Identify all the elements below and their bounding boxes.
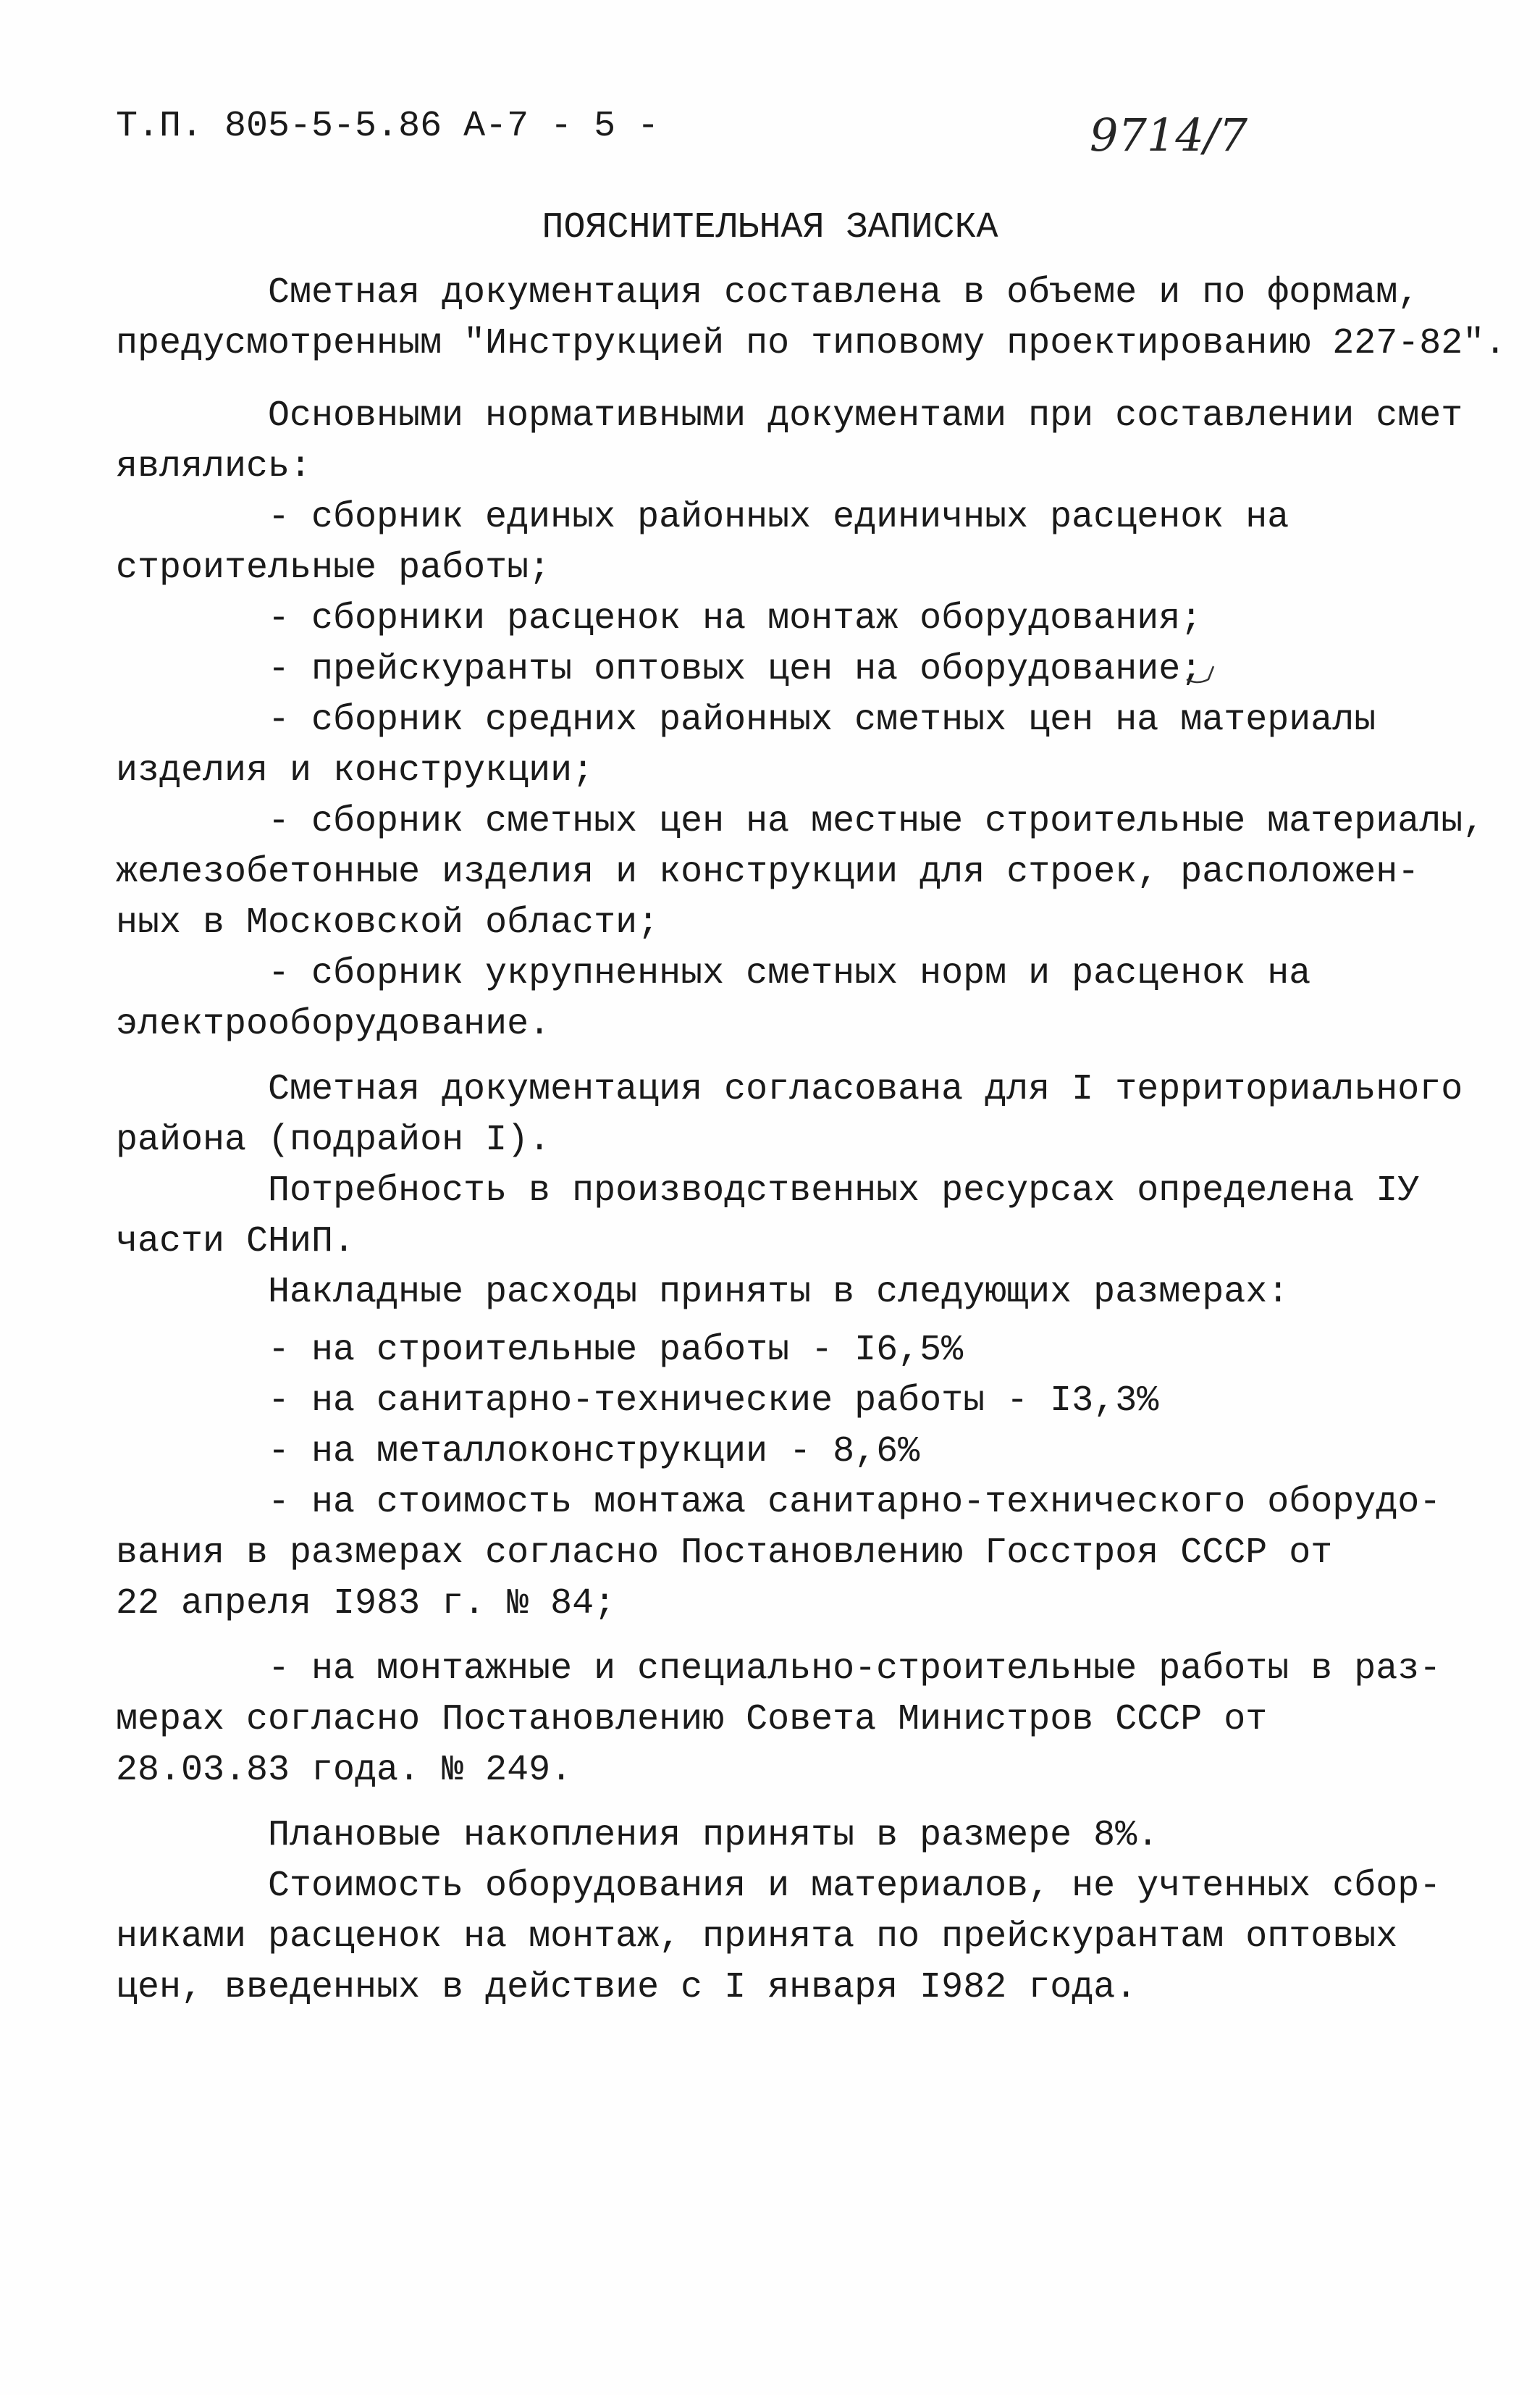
text-line: 22 апреля I983 г. № 84;	[116, 1583, 616, 1624]
list-item: - прейскуранты оптовых цен на оборудование;	[268, 649, 1203, 690]
text-line: части СНиП.	[116, 1221, 355, 1262]
text-line: 28.03.83 года. № 249.	[116, 1750, 573, 1791]
list-item: - сборник единых районных единичных расценок на	[268, 497, 1289, 538]
text-line: являлись:	[116, 446, 312, 487]
list-item: - сборник средних районных сметных цен на материалы	[268, 700, 1376, 741]
list-item: - на стоимость монтажа санитарно-технического оборудо-	[268, 1482, 1442, 1523]
text-line: вания в размерах согласно Постановлению Госстроя СССР от	[116, 1532, 1333, 1574]
text-line: Стоимость оборудования и материалов, не учтенных сбор-	[268, 1866, 1442, 1907]
text-line: Сметная документация согласована для I территориального	[268, 1069, 1463, 1110]
list-item: - сборники расценок на монтаж оборудования;	[268, 598, 1203, 639]
page-title: ПОЯСНИТЕЛЬНАЯ ЗАПИСКА	[542, 207, 998, 248]
handwritten-number: 9714/7	[1090, 109, 1248, 162]
text-line: ных в Московской области;	[116, 902, 660, 944]
list-item: - сборник сметных цен на местные строительные материалы,	[268, 801, 1485, 842]
list-item: - на монтажные и специально-строительные работы в раз-	[268, 1648, 1442, 1690]
text-line: строительные работы;	[116, 548, 551, 589]
text-line: Плановые накопления приняты в размере 8%.	[268, 1815, 1159, 1856]
text-line: Потребность в производственных ресурсах определена IУ	[268, 1170, 1420, 1212]
list-item: - на металлоконструкции - 8,6%	[268, 1431, 920, 1472]
text-line: никами расценок на монтаж, принята по прейскурантам оптовых	[116, 1916, 1398, 1958]
list-item: - на санитарно-технические работы - I3,3%	[268, 1380, 1159, 1422]
list-item: - на строительные работы - I6,5%	[268, 1330, 964, 1371]
text-line: железобетонные изделия и конструкции для строек, расположен-	[116, 852, 1420, 893]
text-line: предусмотренным "Инструкцией по типовому проектированию 227-82".	[116, 323, 1507, 364]
pen-mark-icon	[1183, 658, 1219, 687]
text-line: Основными нормативными документами при составлении смет	[268, 395, 1463, 437]
text-line: района (подрайон I).	[116, 1120, 551, 1161]
list-item: - сборник укрупненных сметных норм и расценок на	[268, 953, 1311, 994]
text-line: Сметная документация составлена в объеме и по формам,	[268, 272, 1420, 314]
text-line: электрооборудование.	[116, 1004, 551, 1045]
text-line: цен, введенных в действие с I января I982 года.	[116, 1967, 1137, 2008]
text-line: изделия и конструкции;	[116, 750, 594, 792]
text-line: Накладные расходы приняты в следующих размерах:	[268, 1272, 1289, 1313]
text-line: мерах согласно Постановлению Совета Министров СССР от	[116, 1699, 1268, 1740]
document-header-code: Т.П. 805-5-5.86 А-7 - 5 -	[116, 106, 660, 147]
